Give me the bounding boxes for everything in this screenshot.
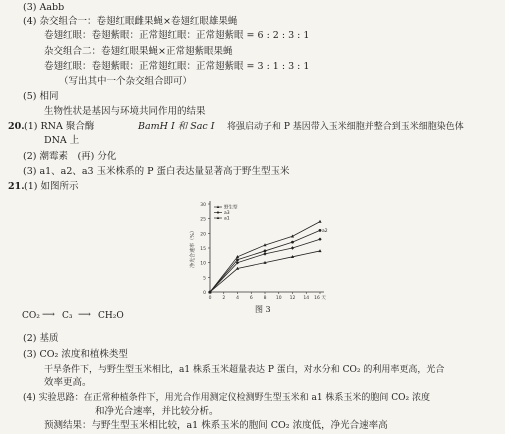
line-chart — [186, 196, 328, 314]
x-tick-label: 10 — [275, 296, 282, 301]
data-point-a2 — [291, 241, 294, 244]
answer-5-same: (5) 相同 — [23, 91, 59, 102]
question-20-number: 20. — [8, 121, 25, 132]
answer-3-genotype: (3) Aabb — [23, 2, 65, 13]
series-end-label: a2 — [322, 228, 328, 234]
diagram-ch2o: CH₂O — [98, 311, 124, 321]
answer-20-1-continued: DNA 上 — [44, 135, 80, 146]
answer-21-3: (3) CO₂ 浓度和植株类型 — [23, 349, 128, 360]
y-axis-label: 净光合速率（%） — [190, 228, 196, 268]
answer-4-ratio-2: 卷翅红眼：卷翅紫眼：正常翅红眼：正常翅紫眼 = 3 : 1 : 3 : 1 — [44, 61, 310, 72]
answer-21-4-idea: (4) 实验思路：在正常种植条件下，用光合作用测定仪检测野生型玉米和 a1 株系玉米的胞间 CO₂ 浓度 — [23, 393, 431, 403]
data-point-a3 — [291, 246, 294, 249]
answer-21-1: (1) 如图所示 — [24, 181, 79, 192]
x-tick-label: 16 天 — [314, 296, 326, 301]
answer-20-1-purpose: 将强启动子和 P 基因带入玉米细胞并整合到玉米细胞染色体 — [227, 122, 464, 132]
answer-4-cross-2: 杂交组合二：卷翅红眼果蝇×正常翅紫眼果蝇 — [44, 46, 233, 57]
x-tick-label: 0 — [208, 296, 212, 301]
legend-label: a3 — [224, 211, 230, 217]
question-21-number: 21. — [8, 181, 25, 192]
calvin-cycle-diagram — [8, 311, 168, 327]
y-tick-label: 15 — [200, 247, 206, 252]
x-tick-label: 12 — [289, 296, 296, 301]
y-tick-label: 0 — [203, 291, 206, 296]
answer-21-3-continued: 效率更高。 — [44, 377, 92, 388]
diagram-co2: CO₂ — [22, 311, 40, 321]
data-point-a3 — [263, 252, 266, 255]
x-tick-label: 6 — [249, 296, 253, 301]
legend-label: a1 — [224, 216, 230, 222]
answer-4-cross-1: (4) 杂交组合一：卷翅红眼雌果蝇×卷翅红眼雄果蝇 — [23, 16, 238, 27]
answer-20-1-restriction-enzymes: BamH Ⅰ 和 Sac Ⅰ — [138, 121, 215, 132]
x-tick-label: 2 — [222, 296, 226, 301]
data-point-野生型 — [318, 249, 321, 252]
diagram-c3: C₃ — [62, 311, 73, 321]
y-tick-label: 5 — [203, 276, 206, 282]
series-line-a3 — [210, 239, 320, 292]
x-tick-label: 8 — [263, 296, 267, 301]
data-point-a2 — [264, 250, 267, 253]
answer-4-note: （写出其中一个杂交组合即可） — [59, 76, 193, 87]
answer-21-3-explanation: 干旱条件下，与野生型玉米相比，a1 株系玉米超量表达 P 蛋白，对水分和 CO₂ 的利用率更高，光合 — [44, 365, 445, 375]
diagram-arrow-1: ⟶ — [42, 310, 55, 320]
data-point-a1 — [318, 220, 321, 223]
legend-label: 野生型 — [224, 205, 238, 211]
diagram-arrow-2: ⟶ — [78, 310, 91, 320]
legend-marker — [217, 211, 220, 214]
x-tick-label: 4 — [236, 296, 239, 301]
answer-20-2: (2) 潮霉素 (再) 分化 — [23, 151, 117, 162]
y-tick-label: 25 — [200, 217, 206, 223]
figure-caption: 图 3 — [255, 305, 271, 314]
x-tick-label: 14 — [303, 296, 310, 301]
answer-4-ratio-1: 卷翅红眼：卷翅紫眼：正常翅红眼：正常翅紫眼 = 6 : 2 : 3 : 1 — [44, 30, 310, 41]
answer-5-explanation: 生物性状是基因与环境共同作用的结果 — [44, 106, 206, 117]
chart-svg — [186, 196, 328, 304]
answer-20-3: (3) a1、a2、a3 玉米株系的 P 蛋白表达量显著高于野生型玉米 — [23, 166, 290, 177]
answer-21-4-idea-continued: 和净光合速率，并比较分析。 — [95, 406, 219, 417]
answer-21-2: (2) 基质 — [23, 333, 59, 344]
series-line-a1 — [210, 222, 320, 292]
y-tick-label: 20 — [200, 232, 206, 238]
data-point-a2 — [236, 258, 239, 261]
data-point-a2 — [319, 229, 322, 232]
y-tick-label: 30 — [200, 203, 206, 208]
answer-21-4-prediction: 预测结果：与野生型玉米相比较，a1 株系玉米的胞间 CO₂ 浓度低，净光合速率高 — [44, 420, 388, 431]
data-point-a3 — [318, 238, 321, 241]
y-tick-label: 10 — [200, 261, 206, 267]
answer-20-1-enzyme: (1) RNA 聚合酶 — [24, 121, 95, 132]
